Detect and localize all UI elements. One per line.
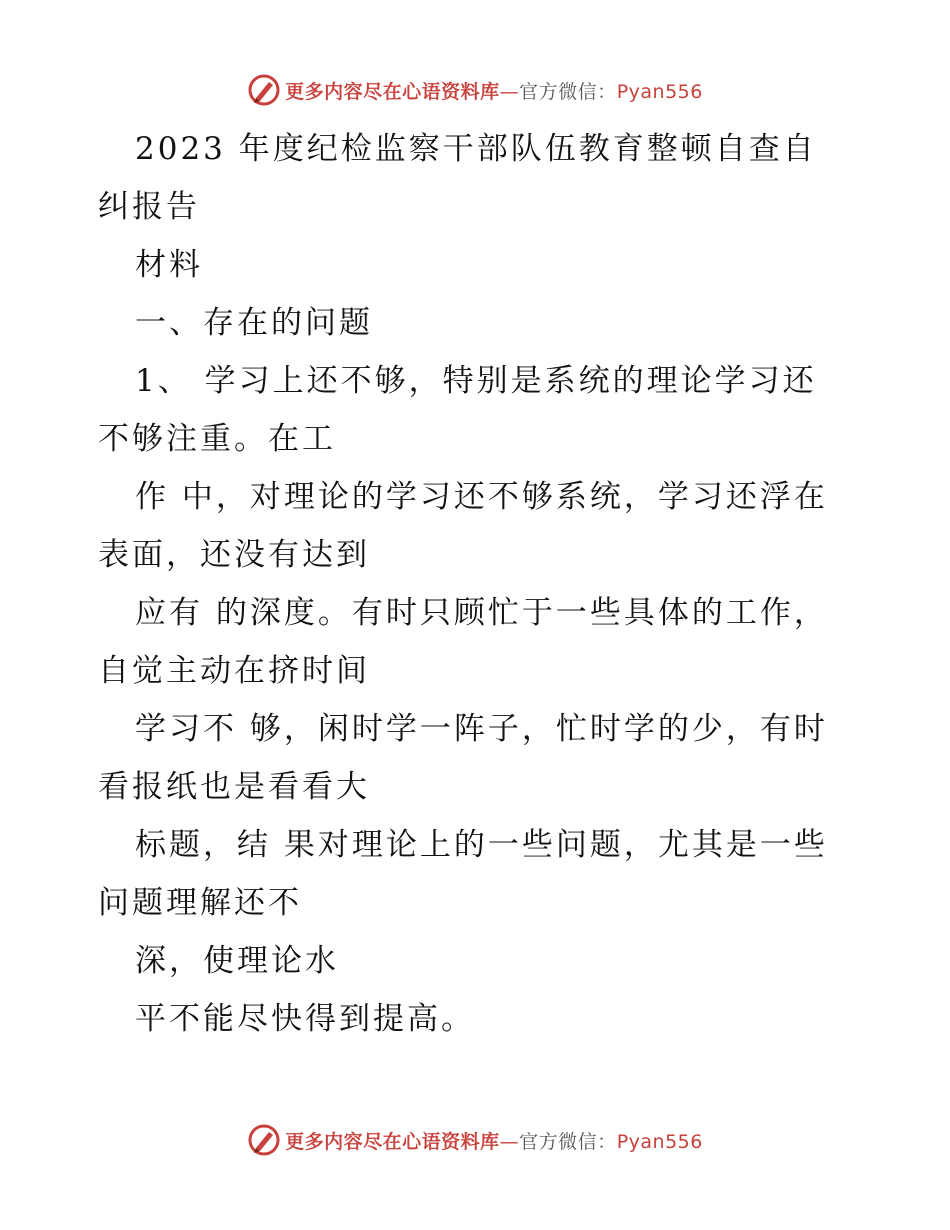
paragraph: 深，使理论水 [135,943,339,979]
header-banner [0,70,950,110]
pen-logo-icon [247,73,281,107]
paragraph: 一、存在的问题 [135,305,373,341]
paragraph: 应有 的深度。有时只顾忙于一些具体的工作，自觉主动在挤时间 [98,595,828,689]
banner-label: 官方微信： [519,80,617,103]
paragraph: 学习不 够，闲时学一阵子，忙时学的少，有时看报纸也是看看大 [98,711,828,805]
footer-banner [0,1120,950,1160]
banner-wechat-id: Pyan556 [616,1130,703,1153]
banner-wechat-id: Pyan556 [616,80,703,103]
banner-dash: — [499,80,520,103]
pen-logo-icon [247,1123,281,1157]
paragraph: 作 中，对理论的学习还不够系统，学习还浮在表面，还没有达到 [98,479,828,573]
banner-site-text: 更多内容尽在心语资料库 [285,80,500,103]
paragraph: 材料 [135,247,203,283]
banner-site-text: 更多内容尽在心语资料库 [285,1130,500,1153]
document-title: 2023 年度纪检监察干部队伍教育整顿自查自纠报告 [98,131,817,225]
paragraph: 1、 学习上还不够，特别是系统的理论学习还不够注重。在工 [98,363,817,457]
paragraph: 标题，结 果对理论上的一些问题，尤其是一些问题理解还不 [98,827,828,921]
paragraph: 平不能尽快得到提高。 [135,1001,475,1037]
banner-dash: — [499,1130,520,1153]
document-body [98,120,843,1048]
banner-label: 官方微信： [519,1130,617,1153]
